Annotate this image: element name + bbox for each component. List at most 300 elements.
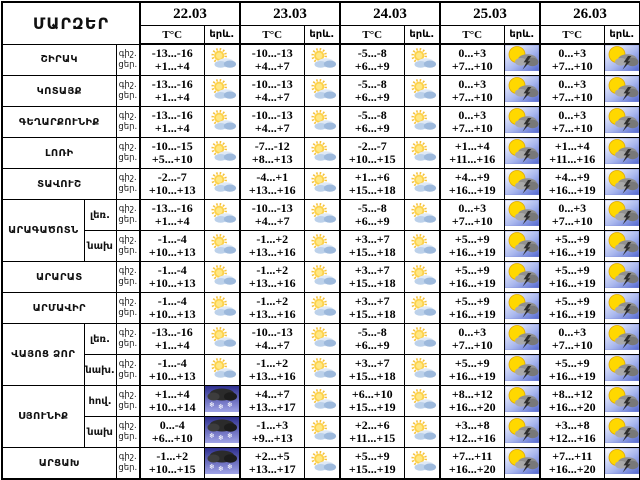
day-label: ցեր. (118, 339, 138, 349)
day-temp: +13...+16 (248, 183, 296, 197)
temperature-cell (540, 44, 604, 76)
night-temp: +3...+7 (354, 262, 390, 277)
temperature-cell (440, 417, 504, 448)
day-label: ցեր. (118, 153, 138, 163)
day-label: ցեր. (118, 246, 138, 256)
region-name-cell: ԼՈՌԻ (2, 138, 116, 169)
temperature-cell (240, 76, 304, 107)
day-temp: +13...+16 (248, 369, 296, 383)
temperature-cell (140, 293, 204, 324)
night-temp: 0...+3 (558, 200, 587, 215)
phenomenon-column-header: երև. (404, 26, 440, 45)
day-temp: +4...+7 (254, 338, 290, 352)
night-label: գիշ. (118, 48, 137, 59)
sun-cloud-icon (207, 110, 237, 131)
temperature-cell (240, 417, 304, 448)
night-temp: +1...+4 (154, 386, 190, 401)
sun-cloud-icon (307, 79, 337, 100)
temperature-cell (440, 169, 504, 200)
day-temp: +16...+19 (548, 183, 596, 197)
night-temp: 0...+3 (458, 324, 487, 339)
phenomenon-icon-cell (504, 231, 540, 262)
temperature-cell (440, 448, 504, 480)
temperature-cell (140, 448, 204, 480)
night-temp: +4...+9 (554, 169, 590, 184)
region-name-cell: ՎԱՅՈՑ ՁՈՐ (2, 324, 84, 386)
sun-cloud-lightning-icon (505, 200, 539, 226)
sun-cloud-lightning-icon (605, 386, 639, 412)
phenomenon-icon-cell (404, 386, 440, 417)
date-header-26.03: 26.03 (540, 2, 640, 26)
temperature-cell (340, 231, 404, 262)
day-temp: +6...+10 (151, 431, 193, 445)
day-label: ցեր. (118, 91, 138, 101)
temperature-cell (340, 448, 404, 480)
region-name-cell: ՍՅՈՒՆԻՔ (2, 386, 84, 448)
phenomenon-icon-cell (304, 231, 340, 262)
night-temp: +3...+7 (354, 293, 390, 308)
night-label: գիշ. (118, 266, 137, 276)
day-temp: +6...+9 (354, 90, 390, 104)
phenomenon-icon-cell (604, 386, 640, 417)
sun-cloud-lightning-icon (605, 200, 639, 226)
phenomenon-icon-cell (304, 169, 340, 200)
night-label: գիշ. (118, 359, 137, 369)
night-temp: 0...+3 (458, 45, 487, 60)
day-temp: +16...+19 (448, 245, 496, 259)
temperature-cell (240, 293, 304, 324)
temperature-cell (440, 355, 504, 386)
night-label: գիշ. (118, 142, 137, 152)
night-temp: -7...-12 (254, 138, 290, 153)
table-row (2, 293, 640, 324)
phenomenon-icon-cell (504, 355, 540, 386)
night-label: գիշ. (118, 204, 137, 214)
day-temp: +10...+13 (148, 183, 196, 197)
day-temp: +16...+19 (448, 183, 496, 197)
night-temp: -2...-7 (157, 169, 187, 184)
region-name-cell: ԱՐՑԱԽ (2, 448, 116, 480)
day-temp: +13...+16 (248, 245, 296, 259)
temperature-cell (540, 76, 604, 107)
night-temp: +1...+4 (554, 138, 590, 153)
day-label: ցեր. (118, 308, 138, 318)
day-temp: +11...+15 (349, 431, 396, 445)
phenomenon-icon-cell (404, 417, 440, 448)
day-label: ցեր. (118, 215, 138, 225)
temperature-cell (240, 231, 304, 262)
zone-label-cell: լեռ. (84, 324, 116, 355)
phenomenon-icon-cell (304, 44, 340, 76)
temperature-cell (340, 262, 404, 293)
phenomenon-icon-cell (604, 231, 640, 262)
sun-cloud-lightning-icon (605, 138, 639, 164)
day-temp: +7...+10 (451, 214, 493, 228)
day-temp: +13...+16 (248, 276, 296, 290)
sun-cloud-icon (307, 234, 337, 255)
zone-label-cell: լեռ. (84, 200, 116, 231)
temperature-cell (340, 386, 404, 417)
phenomenon-icon-cell (204, 44, 240, 76)
phenomenon-icon-cell (304, 138, 340, 169)
day-temp: +1...+4 (154, 121, 190, 135)
phenomenon-icon-cell (204, 355, 240, 386)
phenomenon-icon-cell (504, 76, 540, 107)
phenomenon-icon-cell (304, 293, 340, 324)
temperature-cell (140, 355, 204, 386)
night-temp: -10...-13 (251, 76, 293, 91)
sun-cloud-lightning-icon (605, 448, 639, 474)
sun-cloud-icon (407, 296, 437, 317)
table-row (2, 200, 640, 231)
sun-cloud-lightning-icon (505, 293, 539, 319)
night-temp: +5...+9 (454, 355, 490, 370)
day-temp: +15...+18 (348, 369, 396, 383)
temperature-cell (440, 138, 504, 169)
phenomenon-icon-cell (604, 448, 640, 480)
day-temp: +10...+13 (148, 307, 196, 321)
temperature-cell (140, 107, 204, 138)
night-temp: -10...-13 (251, 324, 293, 339)
day-temp: +16...+20 (448, 400, 496, 414)
night-temp: +5...+9 (554, 262, 590, 277)
phenomenon-icon-cell (404, 44, 440, 76)
night-temp: -10...-13 (251, 107, 293, 122)
phenomenon-icon-cell (604, 324, 640, 355)
sun-cloud-icon (407, 327, 437, 348)
phenomenon-icon-cell (304, 76, 340, 107)
day-temp: +13...+16 (248, 307, 296, 321)
sun-cloud-icon (407, 234, 437, 255)
phenomenon-icon-cell (504, 262, 540, 293)
day-temp: +11...+16 (549, 152, 596, 166)
temperature-cell (240, 44, 304, 76)
temp-column-header: T°C (240, 26, 304, 45)
phenomenon-icon-cell (404, 169, 440, 200)
night-temp: -1...+2 (256, 231, 289, 246)
phenomenon-icon-cell (204, 293, 240, 324)
region-name-cell: ԱՐՄԱՎԻՐ (2, 293, 116, 324)
phenomenon-icon-cell (404, 76, 440, 107)
night-temp: 0...+3 (458, 76, 487, 91)
sun-cloud-icon (407, 451, 437, 472)
night-temp: +3...+8 (454, 417, 490, 432)
temperature-cell (540, 293, 604, 324)
sun-cloud-icon (307, 327, 337, 348)
night-temp: +7...+11 (452, 448, 493, 463)
night-temp: -5...-8 (357, 45, 387, 60)
temperature-cell (340, 324, 404, 355)
night-temp: +5...+9 (554, 355, 590, 370)
temperature-cell (240, 262, 304, 293)
day-temp: +1...+4 (154, 59, 190, 73)
table-row (2, 386, 640, 417)
temperature-cell (240, 138, 304, 169)
temperature-cell (540, 107, 604, 138)
phenomenon-icon-cell (604, 138, 640, 169)
night-label: գիշ. (118, 421, 137, 431)
phenomenon-icon-cell (304, 262, 340, 293)
night-temp: -10...-15 (151, 138, 193, 153)
sun-cloud-lightning-icon (505, 231, 539, 257)
day-temp: +10...+15 (148, 462, 196, 476)
sun-cloud-icon (407, 265, 437, 286)
temp-column-header: T°C (440, 26, 504, 45)
temperature-cell (240, 386, 304, 417)
day-label: ցեր. (118, 59, 138, 70)
table-row (2, 107, 640, 138)
zone-label-cell: նախ. (84, 355, 116, 386)
night-label: գիշ. (118, 235, 137, 245)
svg-text:❄: ❄ (226, 401, 233, 409)
temperature-cell (340, 107, 404, 138)
phenomenon-icon-cell (504, 417, 540, 448)
sun-cloud-icon (207, 48, 237, 69)
table-row (2, 417, 640, 448)
phenomenon-icon-cell (204, 417, 240, 448)
sun-cloud-lightning-icon (505, 169, 539, 195)
night-temp: -10...-13 (251, 45, 293, 60)
night-temp: +5...+9 (454, 231, 490, 246)
temperature-cell (340, 138, 404, 169)
svg-text:❄: ❄ (208, 463, 215, 471)
night-temp: -13...-16 (151, 324, 193, 339)
night-temp: +8...+12 (551, 386, 593, 401)
night-day-label-cell (116, 76, 140, 107)
day-temp: +13...+17 (248, 462, 296, 476)
night-temp: +4...+7 (254, 386, 290, 401)
day-temp: +7...+10 (451, 121, 493, 135)
day-temp: +1...+4 (154, 338, 190, 352)
day-temp: +10...+13 (148, 276, 196, 290)
day-temp: +11...+16 (449, 152, 496, 166)
day-temp: +16...+19 (548, 307, 596, 321)
date-header-25.03: 25.03 (440, 2, 540, 26)
sun-cloud-lightning-icon (505, 324, 539, 350)
day-temp: +7...+10 (551, 59, 593, 73)
phenomenon-column-header: երև. (604, 26, 640, 45)
day-temp: +16...+20 (548, 400, 596, 414)
sun-cloud-icon (407, 420, 437, 441)
night-temp: +6...+10 (351, 386, 393, 401)
date-header-row (2, 2, 640, 26)
night-temp: 0...+3 (458, 200, 487, 215)
region-name-cell: ԿՈՏԱՅՔ (2, 76, 116, 107)
night-label: գիշ. (118, 328, 137, 338)
night-temp: +5...+9 (454, 262, 490, 277)
sun-cloud-icon (307, 358, 337, 379)
night-label: գիշ. (118, 390, 137, 400)
temperature-cell (140, 386, 204, 417)
day-label: ցեր. (118, 401, 138, 411)
temperature-cell (340, 169, 404, 200)
night-temp: +7...+11 (552, 448, 593, 463)
day-temp: +5...+10 (151, 152, 193, 166)
day-temp: +4...+7 (254, 214, 290, 228)
sun-cloud-icon (207, 296, 237, 317)
temperature-cell (440, 262, 504, 293)
day-temp: +10...+15 (348, 152, 396, 166)
night-day-label-cell (116, 386, 140, 417)
temperature-cell (440, 293, 504, 324)
sun-cloud-lightning-icon (505, 138, 539, 164)
day-temp: +15...+18 (348, 183, 396, 197)
temperature-cell (140, 231, 204, 262)
sun-cloud-lightning-icon (605, 76, 639, 102)
temperature-cell (440, 231, 504, 262)
sun-cloud-icon (307, 48, 337, 69)
phenomenon-icon-cell (604, 169, 640, 200)
regional-forecast-table (1, 1, 640, 480)
night-temp: -1...+2 (256, 293, 289, 308)
temperature-cell (240, 448, 304, 480)
day-temp: +15...+19 (348, 400, 396, 414)
day-temp: +12...+16 (448, 431, 496, 445)
sun-cloud-icon (307, 172, 337, 193)
sun-cloud-icon (407, 110, 437, 131)
phenomenon-icon-cell (204, 200, 240, 231)
night-temp: -5...-8 (357, 324, 387, 339)
night-temp: -5...-8 (357, 200, 387, 215)
phenomenon-icon-cell (604, 200, 640, 231)
night-temp: -4...+1 (256, 169, 289, 184)
night-label: գիշ. (118, 80, 137, 90)
sun-cloud-icon (407, 203, 437, 224)
night-day-label-cell (116, 231, 140, 262)
sun-cloud-icon (407, 358, 437, 379)
table-row (2, 169, 640, 200)
temperature-cell (340, 200, 404, 231)
night-day-label-cell (116, 44, 140, 76)
night-temp: 0...+3 (558, 45, 587, 60)
day-temp: +1...+4 (154, 214, 190, 228)
day-label: ցեր. (118, 463, 138, 473)
night-temp: -1...-4 (157, 231, 187, 246)
phenomenon-icon-cell (504, 169, 540, 200)
date-header-24.03: 24.03 (340, 2, 440, 26)
night-temp: -13...-16 (151, 200, 193, 215)
temperature-cell (540, 138, 604, 169)
phenomenon-icon-cell (204, 324, 240, 355)
night-day-label-cell (116, 169, 140, 200)
temperature-cell (340, 355, 404, 386)
snow-cloud-icon (205, 386, 239, 412)
svg-text:❄: ❄ (217, 434, 224, 442)
phenomenon-icon-cell (204, 107, 240, 138)
sun-cloud-lightning-icon (505, 107, 539, 133)
phenomenon-icon-cell (304, 386, 340, 417)
night-temp: +4...+9 (454, 169, 490, 184)
zone-label-cell: հով. (84, 386, 116, 417)
phenomenon-icon-cell (404, 262, 440, 293)
temperature-cell (540, 169, 604, 200)
day-temp: +7...+10 (451, 338, 493, 352)
table-row (2, 355, 640, 386)
temp-column-header: T°C (340, 26, 404, 45)
phenomenon-icon-cell (204, 76, 240, 107)
night-temp: +5...+9 (454, 293, 490, 308)
night-temp: 0...+3 (558, 324, 587, 339)
night-label: գիշ. (118, 173, 137, 183)
phenomenon-icon-cell (304, 355, 340, 386)
night-temp: -1...+2 (156, 448, 189, 463)
night-day-label-cell (116, 200, 140, 231)
temperature-cell (140, 324, 204, 355)
sun-cloud-lightning-icon (505, 262, 539, 288)
sun-cloud-icon (207, 172, 237, 193)
sun-cloud-icon (407, 48, 437, 69)
phenomenon-icon-cell (304, 448, 340, 480)
phenomenon-icon-cell (604, 293, 640, 324)
temperature-cell (440, 386, 504, 417)
temperature-cell (240, 200, 304, 231)
day-temp: +16...+19 (548, 276, 596, 290)
sun-cloud-icon (207, 234, 237, 255)
day-temp: +4...+7 (254, 90, 290, 104)
day-temp: +16...+19 (548, 245, 596, 259)
night-temp: -1...-4 (157, 293, 187, 308)
day-temp: +7...+10 (551, 121, 593, 135)
day-label: ցեր. (118, 370, 138, 380)
day-temp: +16...+19 (448, 369, 496, 383)
night-temp: -10...-13 (251, 200, 293, 215)
phenomenon-icon-cell (604, 355, 640, 386)
phenomenon-icon-cell (404, 107, 440, 138)
phenomenon-column-header: երև. (304, 26, 340, 45)
temperature-cell (240, 169, 304, 200)
night-label: գիշ. (118, 297, 137, 307)
region-name-cell: ԳԵՂԱՐՔՈՒՆԻՔ (2, 107, 116, 138)
table-row (2, 448, 640, 480)
night-label: գիշ. (118, 452, 137, 462)
region-name-cell: ՇԻՐԱԿ (2, 44, 116, 76)
region-name-cell: ՏԱՎՈՒՇ (2, 169, 116, 200)
phenomenon-icon-cell (504, 138, 540, 169)
day-temp: +4...+7 (254, 59, 290, 73)
svg-text:❄: ❄ (208, 432, 215, 440)
day-temp: +16...+20 (548, 462, 596, 476)
sun-cloud-lightning-icon (605, 293, 639, 319)
day-temp: +15...+19 (348, 462, 396, 476)
phenomenon-icon-cell (204, 262, 240, 293)
sun-cloud-icon (207, 141, 237, 162)
day-temp: +7...+10 (551, 214, 593, 228)
temperature-cell (440, 44, 504, 76)
sun-cloud-lightning-icon (505, 76, 539, 102)
phenomenon-icon-cell (604, 107, 640, 138)
day-temp: +4...+7 (254, 121, 290, 135)
date-header-22.03: 22.03 (140, 2, 240, 26)
day-temp: +10...+13 (148, 245, 196, 259)
sun-cloud-icon (307, 203, 337, 224)
sun-cloud-icon (207, 203, 237, 224)
table-row (2, 262, 640, 293)
svg-text:❄: ❄ (226, 432, 233, 440)
day-temp: +16...+20 (448, 462, 496, 476)
phenomenon-icon-cell (604, 417, 640, 448)
day-temp: +12...+16 (548, 431, 596, 445)
table-row (2, 76, 640, 107)
snow-cloud-icon (205, 448, 239, 474)
svg-text:❄: ❄ (208, 401, 215, 409)
date-header-23.03: 23.03 (240, 2, 340, 26)
day-temp: +15...+18 (348, 307, 396, 321)
night-day-label-cell (116, 107, 140, 138)
phenomenon-icon-cell (404, 293, 440, 324)
sun-cloud-lightning-icon (605, 107, 639, 133)
sun-cloud-icon (407, 389, 437, 410)
night-temp: -13...-16 (151, 76, 193, 91)
